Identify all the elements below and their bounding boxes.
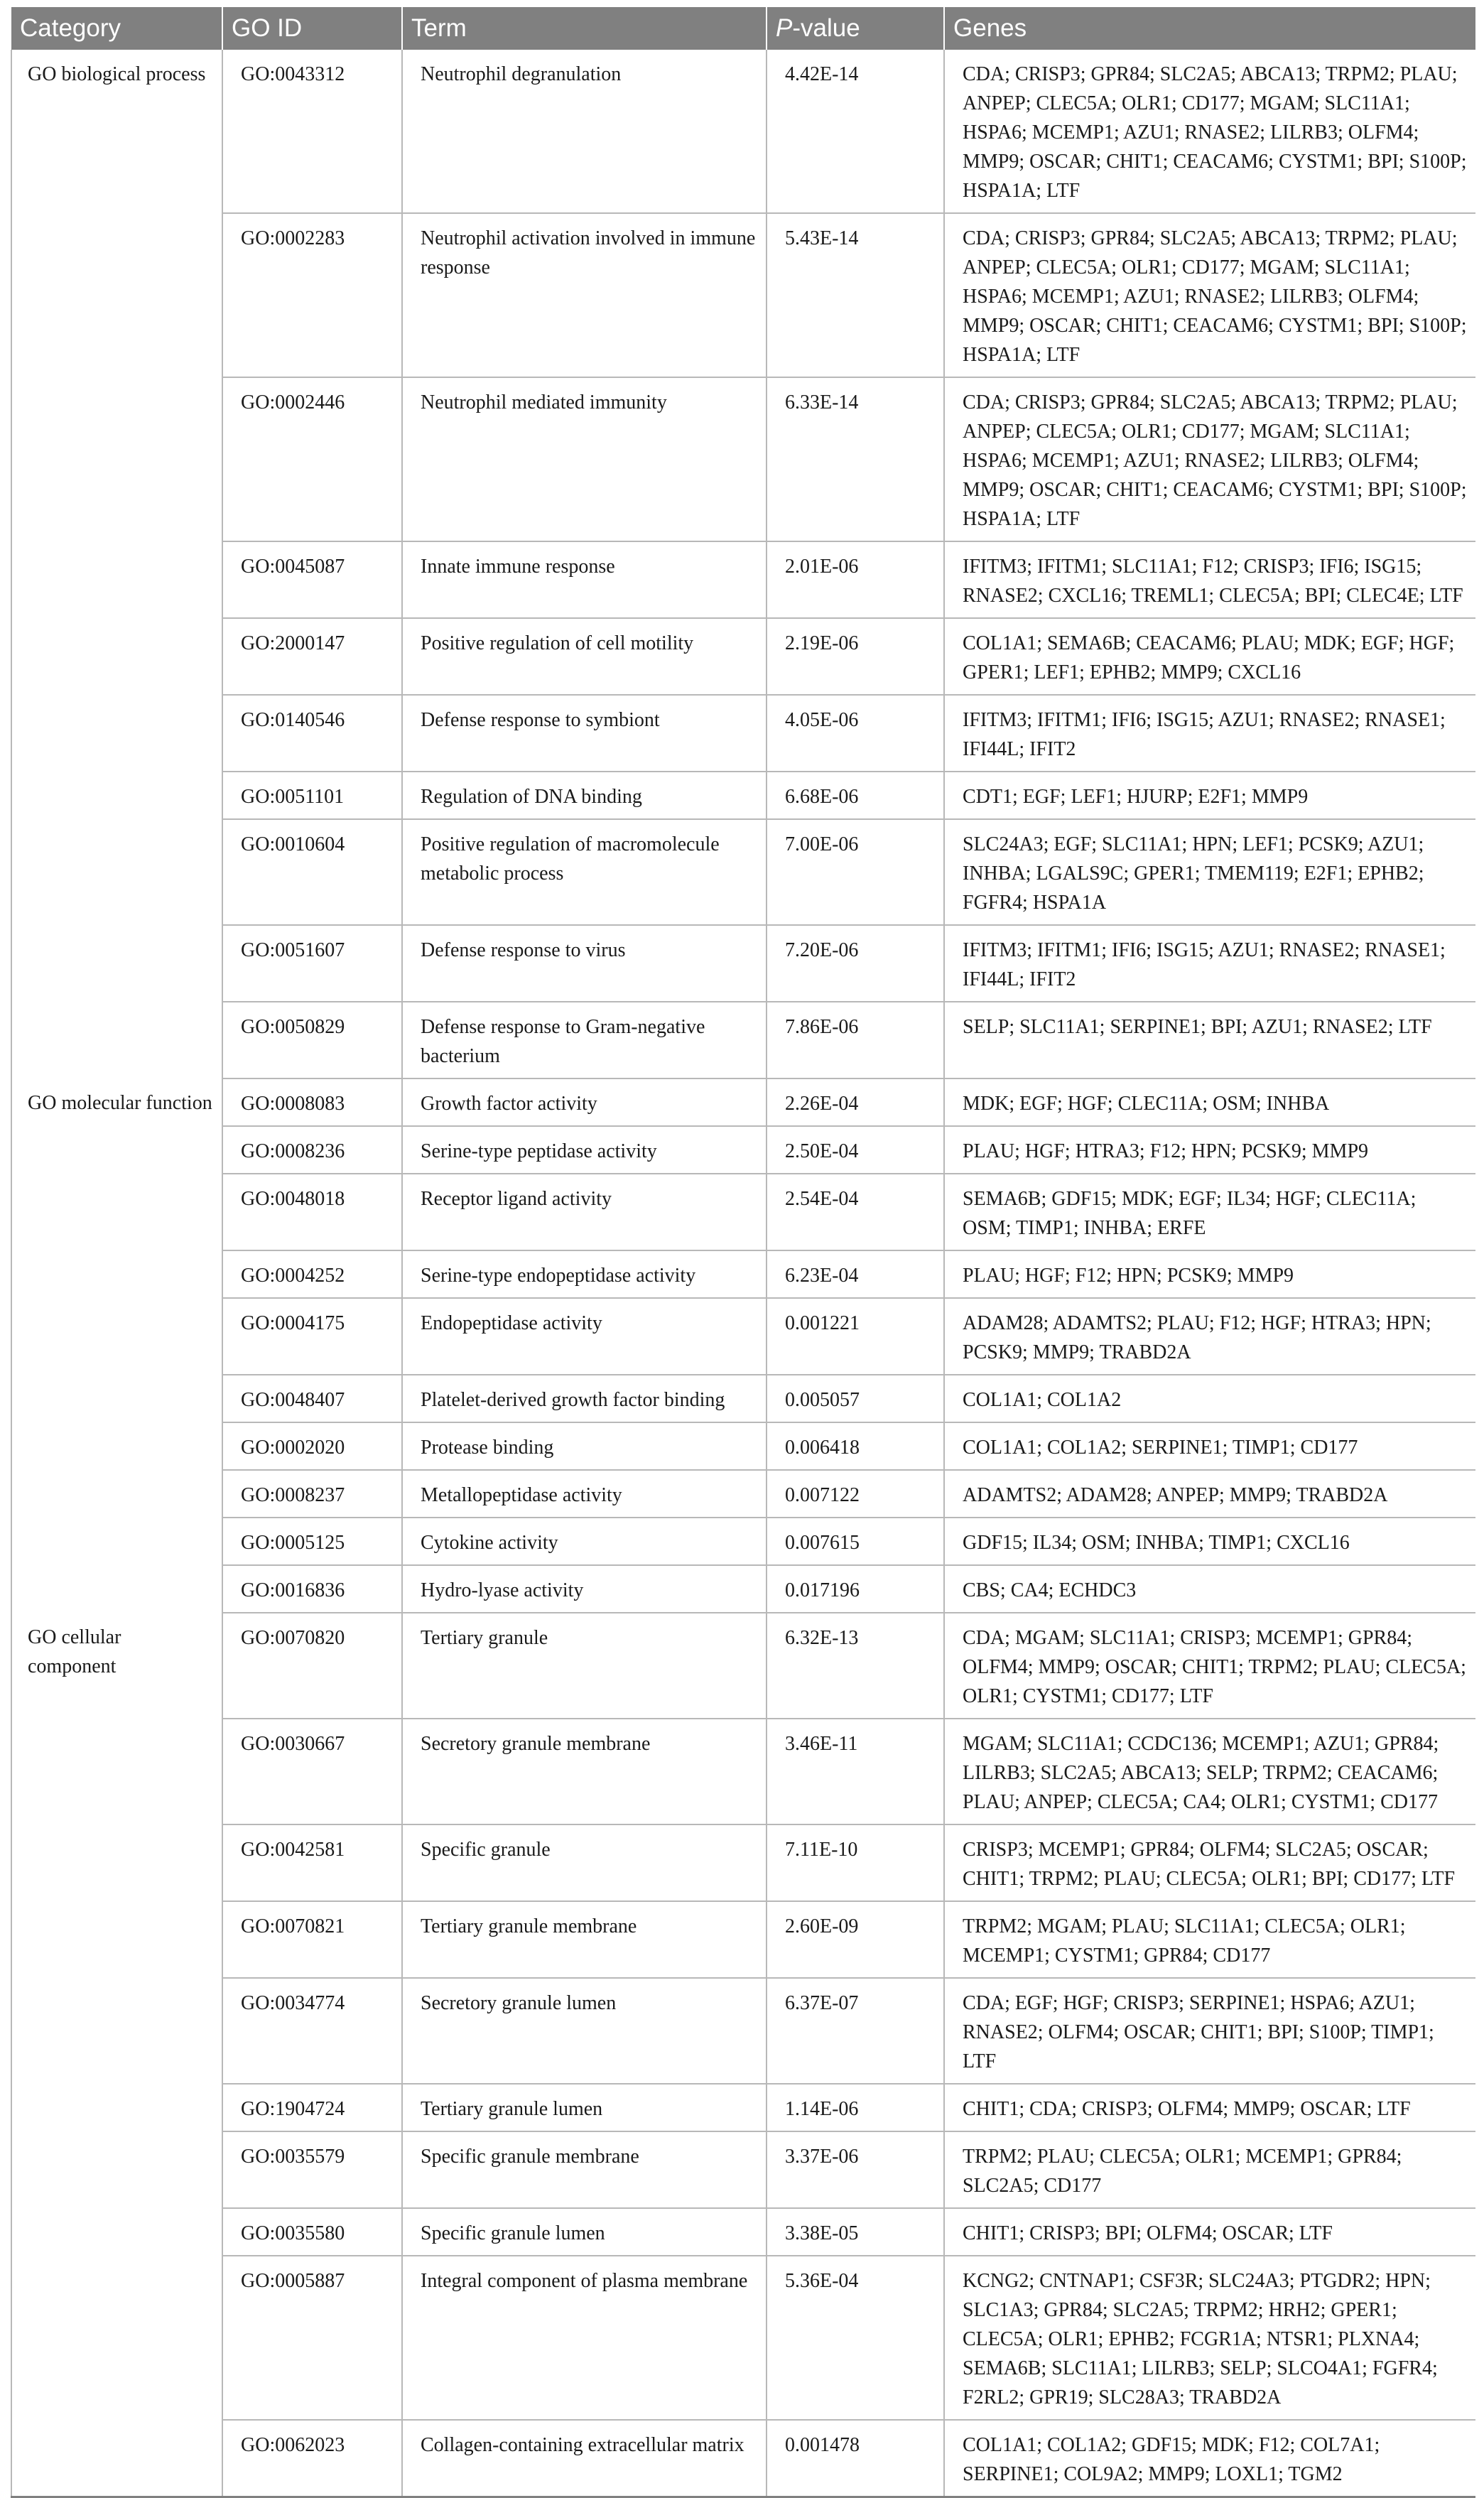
genes-cell: IFITM3; IFITM1; IFI6; ISG15; AZU1; RNASE2; RNASE1; IFI44L; IFIT2 [944,695,1475,772]
term-cell: Specific granule [402,1824,767,1901]
table-row [11,2131,1475,2208]
term-cell: Platelet-derived growth factor binding [402,1375,767,1422]
go-id-cell: GO:0050829 [222,1002,402,1078]
header-term: Term [402,7,767,50]
table-row [11,925,1475,1002]
p-value-cell: 6.32E-13 [767,1613,944,1719]
genes-cell: COL1A1; COL1A2; GDF15; MDK; F12; COL7A1; SERPINE1; COL9A2; MMP9; LOXL1; TGM2 [944,2420,1475,2497]
term-cell: Secretory granule membrane [402,1719,767,1824]
p-value-cell: 7.86E-06 [767,1002,944,1078]
go-id-cell: GO:0002020 [222,1422,402,1470]
header-genes: Genes [944,7,1475,50]
genes-cell: SLC24A3; EGF; SLC11A1; HPN; LEF1; PCSK9; AZU1; INHBA; LGALS9C; GPER1; TMEM119; E2F1; EPHB2; FGFR4; HSPA1A [944,819,1475,925]
p-value-cell: 3.37E-06 [767,2131,944,2208]
genes-cell: MDK; EGF; HGF; CLEC11A; OSM; INHBA [944,1078,1475,1126]
header-category: Category [11,7,222,50]
p-value-cell: 2.60E-09 [767,1901,944,1978]
genes-cell: CDA; CRISP3; GPR84; SLC2A5; ABCA13; TRPM2; PLAU; ANPEP; CLEC5A; OLR1; CD177; MGAM; SLC11A1; HSPA6; MCEMP1; AZU1; RNASE2; LILRB3; OLFM4; MMP9; OSCAR; CHIT1; CEACAM6; CYSTM1; BPI; S100P; HSPA1A; LTF [944,377,1475,541]
p-value-cell: 4.42E-14 [767,50,944,213]
header-go-id: GO ID [222,7,402,50]
p-value-cell: 0.006418 [767,1422,944,1470]
p-value-cell: 6.68E-06 [767,772,944,819]
table-row [11,1901,1475,1978]
go-id-cell: GO:0005887 [222,2256,402,2420]
term-cell: Growth factor activity [402,1078,767,1126]
genes-cell: COL1A1; SEMA6B; CEACAM6; PLAU; MDK; EGF; HGF; GPER1; LEF1; EPHB2; MMP9; CXCL16 [944,618,1475,695]
term-cell: Receptor ligand activity [402,1174,767,1250]
term-cell: Neutrophil activation involved in immune response [402,213,767,377]
go-id-cell: GO:0051607 [222,925,402,1002]
term-cell: Regulation of DNA binding [402,772,767,819]
go-id-cell: GO:0051101 [222,772,402,819]
genes-cell: SELP; SLC11A1; SERPINE1; BPI; AZU1; RNASE2; LTF [944,1002,1475,1078]
genes-cell: GDF15; IL34; OSM; INHBA; TIMP1; CXCL16 [944,1518,1475,1565]
go-id-cell: GO:0048018 [222,1174,402,1250]
go-id-cell: GO:0070821 [222,1901,402,1978]
table-row [11,772,1475,819]
header-p-letter: P [776,14,793,42]
header-p-suffix: -value [792,14,860,42]
p-value-cell: 5.36E-04 [767,2256,944,2420]
p-value-cell: 0.017196 [767,1565,944,1613]
p-value-cell: 6.23E-04 [767,1250,944,1298]
genes-cell: CDT1; EGF; LEF1; HJURP; E2F1; MMP9 [944,772,1475,819]
p-value-cell: 4.05E-06 [767,695,944,772]
table-row [11,1078,1475,1126]
term-cell: Defense response to symbiont [402,695,767,772]
go-id-cell: GO:0034774 [222,1978,402,2084]
genes-cell: CBS; CA4; ECHDC3 [944,1565,1475,1613]
p-value-cell: 6.37E-07 [767,1978,944,2084]
genes-cell: KCNG2; CNTNAP1; CSF3R; SLC24A3; PTGDR2; HPN; SLC1A3; GPR84; SLC2A5; TRPM2; HRH2; GPER1; CLEC5A; OLR1; EPHB2; FCGR1A; NTSR1; PLXNA4; SEMA6B; SLC11A1; LILRB3; SELP; SLCO4A1; FGFR4; F2RL2; GPR19; SLC28A3; TRABD2A [944,2256,1475,2420]
term-cell: Positive regulation of cell motility [402,618,767,695]
go-id-cell: GO:0043312 [222,50,402,213]
genes-cell: TRPM2; PLAU; CLEC5A; OLR1; MCEMP1; GPR84; SLC2A5; CD177 [944,2131,1475,2208]
go-id-cell: GO:0062023 [222,2420,402,2497]
term-cell: Secretory granule lumen [402,1978,767,2084]
p-value-cell: 3.46E-11 [767,1719,944,1824]
term-cell: Serine-type peptidase activity [402,1126,767,1174]
go-id-cell: GO:0005125 [222,1518,402,1565]
table-row [11,2256,1475,2420]
p-value-cell: 3.38E-05 [767,2208,944,2256]
header-p-value [767,7,944,50]
term-cell: Serine-type endopeptidase activity [402,1250,767,1298]
table-row [11,1565,1475,1613]
p-value-cell: 7.20E-06 [767,925,944,1002]
p-value-cell: 2.19E-06 [767,618,944,695]
p-value-cell: 0.007122 [767,1470,944,1518]
p-value-cell: 0.005057 [767,1375,944,1422]
p-value-cell: 2.54E-04 [767,1174,944,1250]
category-cell: GO biological process [11,50,222,1078]
go-id-cell: GO:0008236 [222,1126,402,1174]
go-id-cell: GO:0035580 [222,2208,402,2256]
go-id-cell: GO:0140546 [222,695,402,772]
table-row [11,1126,1475,1174]
genes-cell: TRPM2; MGAM; PLAU; SLC11A1; CLEC5A; OLR1; MCEMP1; CYSTM1; GPR84; CD177 [944,1901,1475,1978]
table-row [11,1250,1475,1298]
p-value-cell: 1.14E-06 [767,2084,944,2131]
go-id-cell: GO:0048407 [222,1375,402,1422]
term-cell: Protease binding [402,1422,767,1470]
go-id-cell: GO:0070820 [222,1613,402,1719]
term-cell: Integral component of plasma membrane [402,2256,767,2420]
table-row [11,2420,1475,2497]
term-cell: Neutrophil mediated immunity [402,377,767,541]
header-row [11,7,1475,50]
genes-cell: MGAM; SLC11A1; CCDC136; MCEMP1; AZU1; GPR84; LILRB3; SLC2A5; ABCA13; SELP; TRPM2; CEACAM6; PLAU; ANPEP; CLEC5A; CA4; OLR1; CYSTM1; CD177 [944,1719,1475,1824]
table-row [11,618,1475,695]
category-cell [11,2084,222,2497]
genes-cell: IFITM3; IFITM1; SLC11A1; F12; CRISP3; IFI6; ISG15; RNASE2; CXCL16; TREML1; CLEC5A; BPI; CLEC4E; LTF [944,541,1475,618]
go-enrichment-table-container [11,7,1475,2485]
genes-cell: CHIT1; CDA; CRISP3; OLFM4; MMP9; OSCAR; LTF [944,2084,1475,2131]
go-id-cell: GO:0010604 [222,819,402,925]
p-value-cell: 7.11E-10 [767,1824,944,1901]
term-cell: Tertiary granule lumen [402,2084,767,2131]
term-cell: Specific granule lumen [402,2208,767,2256]
table-row [11,819,1475,925]
genes-cell: CRISP3; MCEMP1; GPR84; OLFM4; SLC2A5; OSCAR; CHIT1; TRPM2; PLAU; CLEC5A; OLR1; BPI; CD177; LTF [944,1824,1475,1901]
go-id-cell: GO:0030667 [222,1719,402,1824]
category-cell: GO cellular component [11,1613,222,2084]
term-cell: Innate immune response [402,541,767,618]
go-id-cell: GO:0035579 [222,2131,402,2208]
p-value-cell: 5.43E-14 [767,213,944,377]
go-id-cell: GO:0008237 [222,1470,402,1518]
table-row [11,2084,1475,2131]
table-row [11,1978,1475,2084]
p-value-cell: 6.33E-14 [767,377,944,541]
term-cell: Cytokine activity [402,1518,767,1565]
go-id-cell: GO:0016836 [222,1565,402,1613]
genes-cell: CDA; CRISP3; GPR84; SLC2A5; ABCA13; TRPM2; PLAU; ANPEP; CLEC5A; OLR1; CD177; MGAM; SLC11A1; HSPA6; MCEMP1; AZU1; RNASE2; LILRB3; OLFM4; MMP9; OSCAR; CHIT1; CEACAM6; CYSTM1; BPI; S100P; HSPA1A; LTF [944,50,1475,213]
table-row [11,1375,1475,1422]
p-value-cell: 2.26E-04 [767,1078,944,1126]
go-id-cell: GO:0004252 [222,1250,402,1298]
table-row [11,213,1475,377]
go-id-cell: GO:0002283 [222,213,402,377]
genes-cell: COL1A1; COL1A2 [944,1375,1475,1422]
go-enrichment-table [11,7,1475,2498]
term-cell: Positive regulation of macromolecule metabolic process [402,819,767,925]
table-row [11,1470,1475,1518]
table-row [11,1824,1475,1901]
table-row [11,1002,1475,1078]
table-row [11,2208,1475,2256]
table-row [11,1422,1475,1470]
go-id-cell: GO:0008083 [222,1078,402,1126]
table-header [11,7,1475,50]
table-row [11,1613,1475,1719]
p-value-cell: 0.001221 [767,1298,944,1375]
genes-cell: COL1A1; COL1A2; SERPINE1; TIMP1; CD177 [944,1422,1475,1470]
genes-cell: IFITM3; IFITM1; IFI6; ISG15; AZU1; RNASE2; RNASE1; IFI44L; IFIT2 [944,925,1475,1002]
go-id-cell: GO:0042581 [222,1824,402,1901]
term-cell: Neutrophil degranulation [402,50,767,213]
genes-cell: PLAU; HGF; F12; HPN; PCSK9; MMP9 [944,1250,1475,1298]
table-row [11,1174,1475,1250]
term-cell: Endopeptidase activity [402,1298,767,1375]
term-cell: Defense response to Gram-negative bacterium [402,1002,767,1078]
table-row [11,1518,1475,1565]
go-id-cell: GO:0002446 [222,377,402,541]
p-value-cell: 0.001478 [767,2420,944,2497]
go-id-cell: GO:0004175 [222,1298,402,1375]
term-cell: Defense response to virus [402,925,767,1002]
genes-cell: CDA; EGF; HGF; CRISP3; SERPINE1; HSPA6; AZU1; RNASE2; OLFM4; OSCAR; CHIT1; BPI; S100P; TIMP1; LTF [944,1978,1475,2084]
term-cell: Tertiary granule membrane [402,1901,767,1978]
p-value-cell: 0.007615 [767,1518,944,1565]
term-cell: Hydro-lyase activity [402,1565,767,1613]
go-id-cell: GO:0045087 [222,541,402,618]
genes-cell: CHIT1; CRISP3; BPI; OLFM4; OSCAR; LTF [944,2208,1475,2256]
term-cell: Specific granule membrane [402,2131,767,2208]
genes-cell: ADAM28; ADAMTS2; PLAU; F12; HGF; HTRA3; HPN; PCSK9; MMP9; TRABD2A [944,1298,1475,1375]
genes-cell: CDA; MGAM; SLC11A1; CRISP3; MCEMP1; GPR84; OLFM4; MMP9; OSCAR; CHIT1; TRPM2; PLAU; CLEC5A; OLR1; CYSTM1; CD177; LTF [944,1613,1475,1719]
term-cell: Tertiary granule [402,1613,767,1719]
table-row [11,695,1475,772]
genes-cell: ADAMTS2; ADAM28; ANPEP; MMP9; TRABD2A [944,1470,1475,1518]
genes-cell: SEMA6B; GDF15; MDK; EGF; IL34; HGF; CLEC11A; OSM; TIMP1; INHBA; ERFE [944,1174,1475,1250]
table-body [11,50,1475,2497]
genes-cell: CDA; CRISP3; GPR84; SLC2A5; ABCA13; TRPM2; PLAU; ANPEP; CLEC5A; OLR1; CD177; MGAM; SLC11A1; HSPA6; MCEMP1; AZU1; RNASE2; LILRB3; OLFM4; MMP9; OSCAR; CHIT1; CEACAM6; CYSTM1; BPI; S100P; HSPA1A; LTF [944,213,1475,377]
p-value-cell: 2.50E-04 [767,1126,944,1174]
go-id-cell: GO:1904724 [222,2084,402,2131]
table-row [11,377,1475,541]
table-row [11,541,1475,618]
table-row [11,1298,1475,1375]
category-cell: GO molecular function [11,1078,222,1613]
genes-cell: PLAU; HGF; HTRA3; F12; HPN; PCSK9; MMP9 [944,1126,1475,1174]
term-cell: Collagen-containing extracellular matrix [402,2420,767,2497]
go-id-cell: GO:2000147 [222,618,402,695]
table-row [11,50,1475,213]
p-value-cell: 7.00E-06 [767,819,944,925]
p-value-cell: 2.01E-06 [767,541,944,618]
term-cell: Metallopeptidase activity [402,1470,767,1518]
table-row [11,1719,1475,1824]
